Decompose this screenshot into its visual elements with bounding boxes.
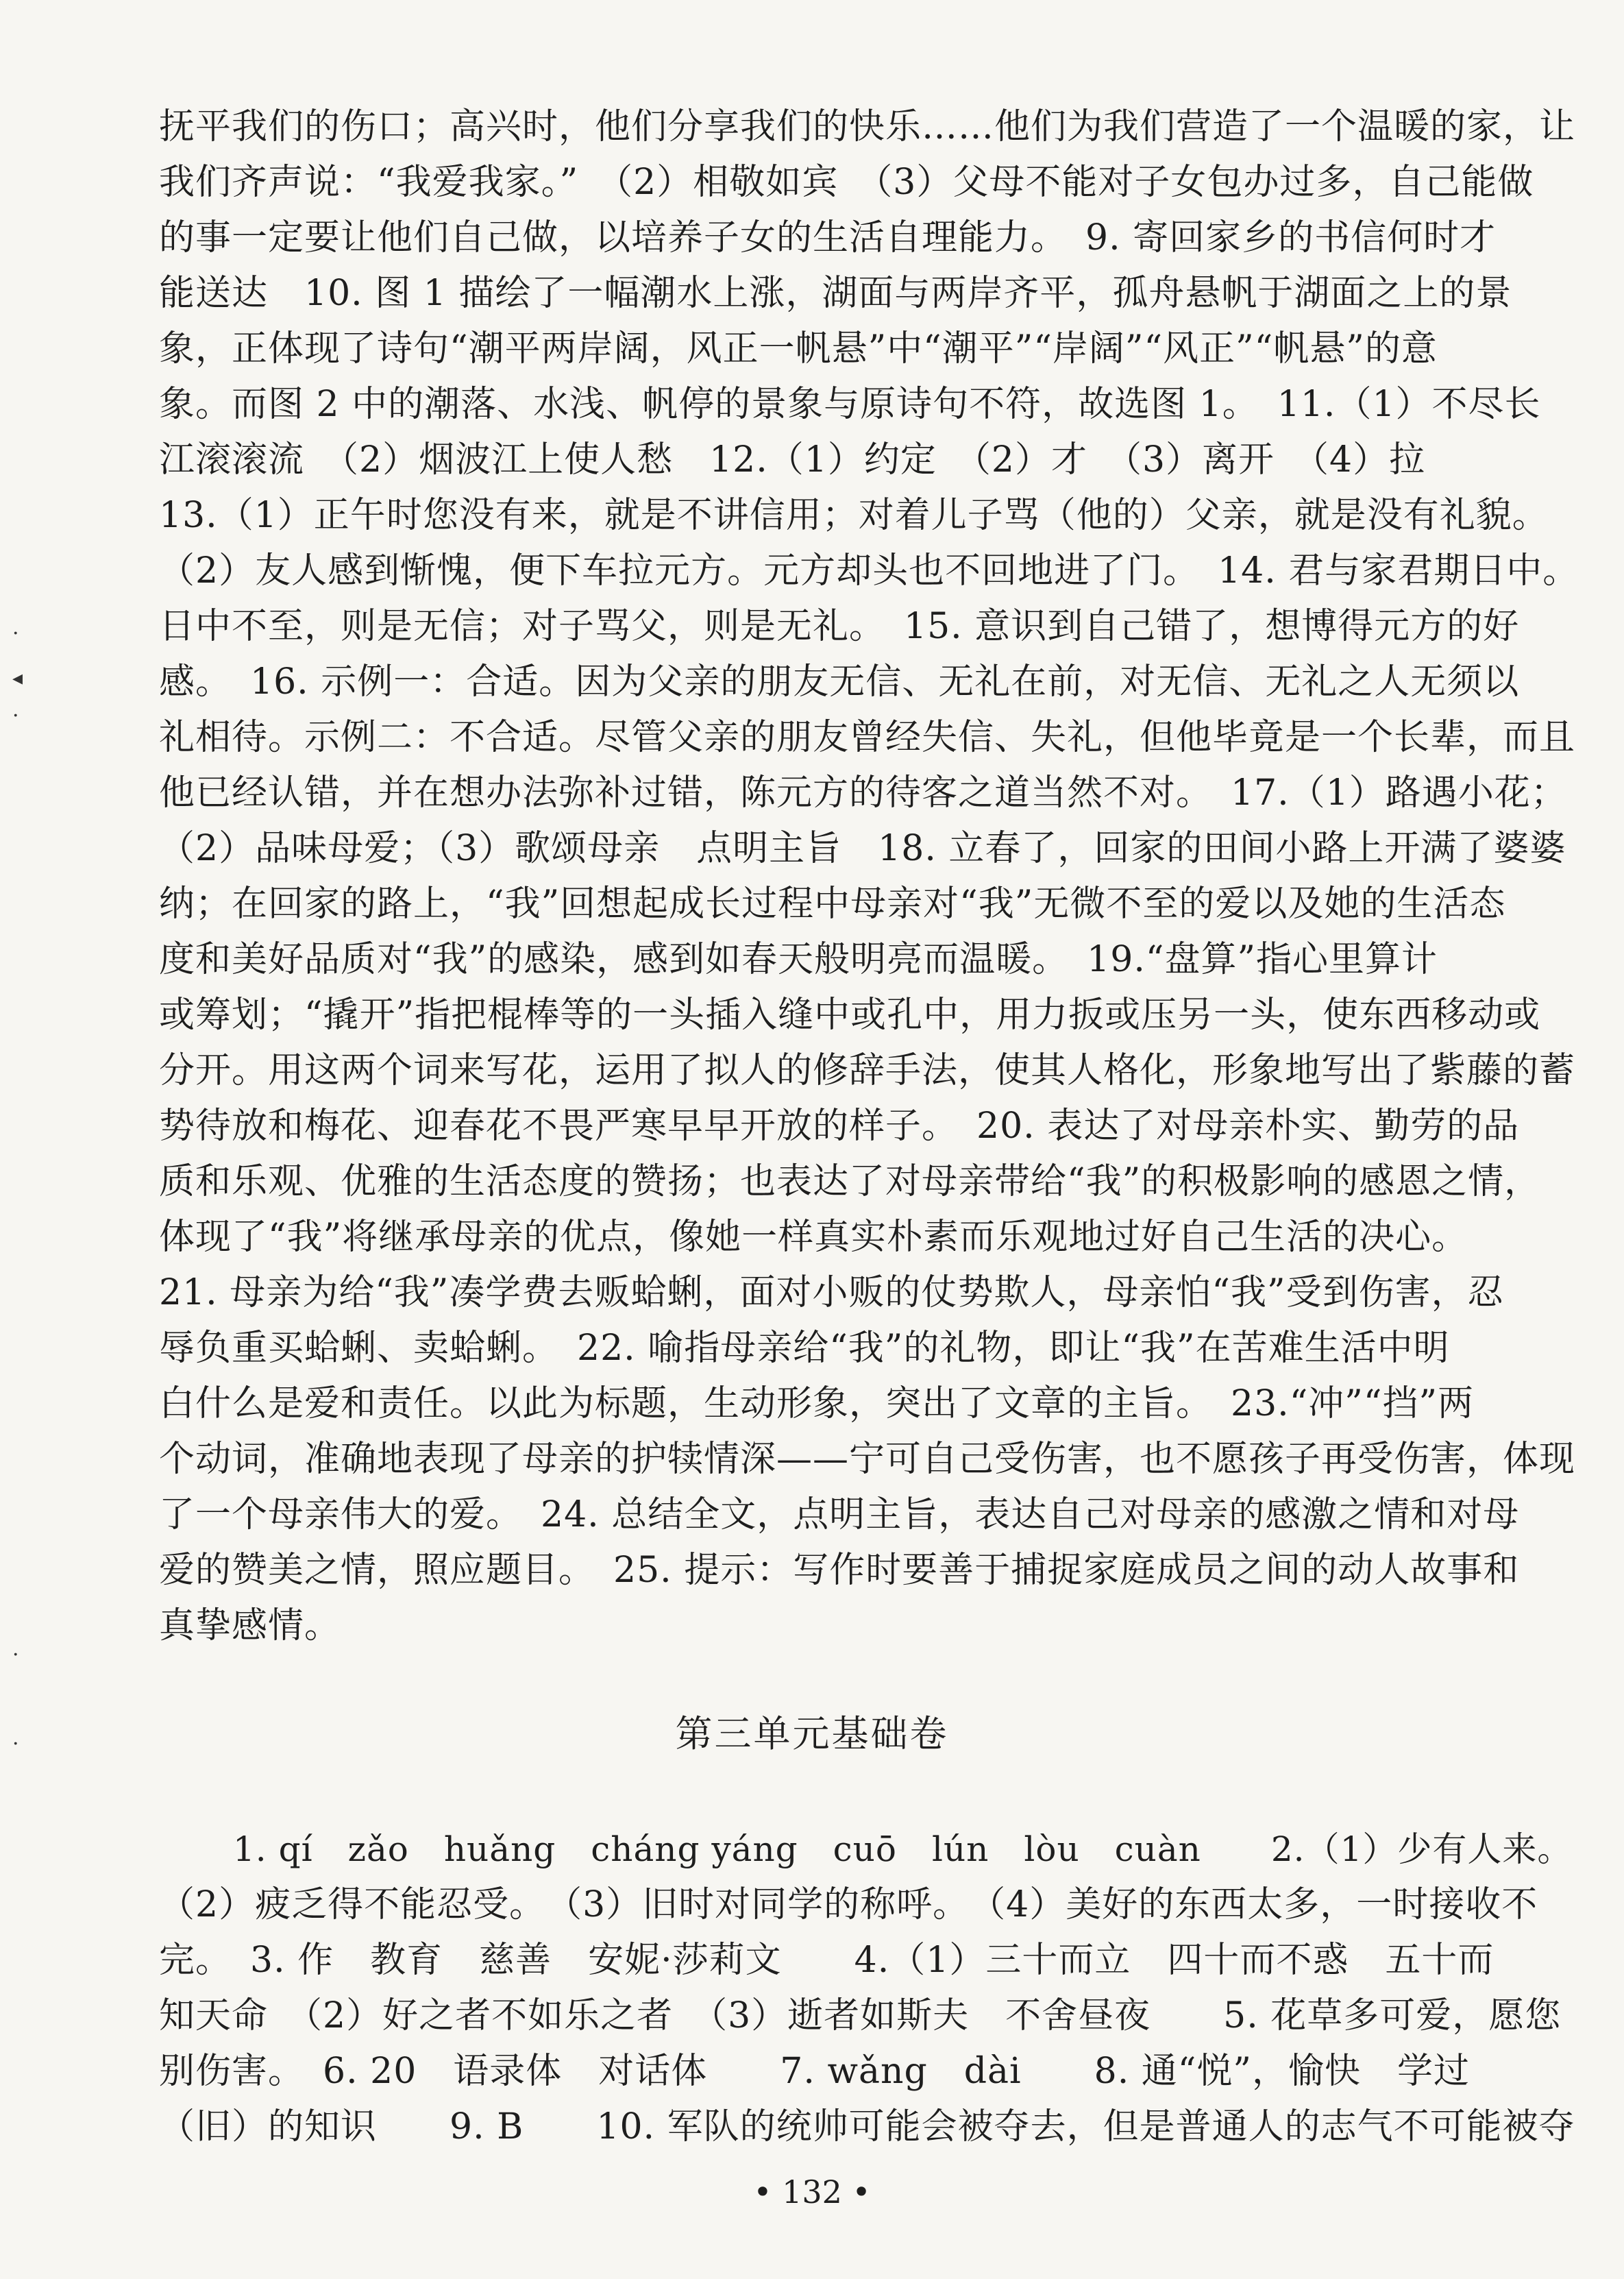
section-text-line: 知天命 （2）好之者不如乐之者 （3）逝者如斯夫 不舍昼夜 5. 花草多可爱，愿您 xyxy=(159,1995,1562,2036)
text-line: 个动词，准确地表现了母亲的护犊情深——宁可自己受伤害，也不愿孩子再受伤害，体现 xyxy=(159,1439,1576,1480)
text-line: 纳；在回家的路上，“我”回想起成长过程中母亲对“我”无微不至的爱以及她的生活态 xyxy=(159,883,1506,925)
text-line: 体现了“我”将继承母亲的优点，像她一样真实朴素而乐观地过好自己生活的决心。 xyxy=(159,1217,1468,1258)
text-line: 分开。用这两个词来写花，运用了拟人的修辞手法，使其人格化，形象地写出了紫藤的蓄 xyxy=(159,1050,1576,1091)
text-line: 真挚感情。 xyxy=(159,1605,341,1646)
text-line: 礼相待。示例二：不合适。尽管父亲的朋友曾经失信、失礼，但他毕竟是一个长辈，而且 xyxy=(159,717,1576,758)
text-line: 了一个母亲伟大的爱。 24. 总结全文，点明主旨，表达自己对母亲的感激之情和对母 xyxy=(159,1494,1520,1535)
text-line: 21. 母亲为给“我”凑学费去贩蛤蜊，面对小贩的仗势欺人，母亲怕“我”受到伤害，忍 xyxy=(159,1272,1504,1313)
section-text-line: 别伤害。 6. 20 语录体 对话体 7. wǎng dài 8. 通“悦”，愉快 学过 xyxy=(159,2051,1470,2092)
text-line: 日中不至，则是无信；对子骂父，则是无礼。 15. 意识到自己错了，想博得元方的好 xyxy=(159,606,1520,647)
text-line: 能送达 10. 图 1 描绘了一幅潮水上涨，湖面与两岸齐平，孤舟悬帆于湖面之上的景 xyxy=(159,273,1512,314)
text-line: 爱的赞美之情，照应题目。 25. 提示：写作时要善于捕捉家庭成员之间的动人故事和 xyxy=(159,1550,1520,1591)
text-line: 象，正体现了诗句“潮平两岸阔，风正一帆悬”中“潮平”“岸阔”“风正”“帆悬”的意 xyxy=(159,328,1438,369)
section-text-line: 完。 3. 作 教育 慈善 安妮·莎莉文 4.（1）三十而立 四十而不惑 五十而 xyxy=(159,1940,1494,1981)
text-line: 势待放和梅花、迎春花不畏严寒早早开放的样子。 20. 表达了对母亲朴实、勤劳的品 xyxy=(159,1106,1520,1147)
text-line: 质和乐观、优雅的生活态度的赞扬；也表达了对母亲带给“我”的积极影响的感恩之情， xyxy=(159,1161,1541,1202)
text-line: 度和美好品质对“我”的感染，感到如春天般明亮而温暖。 19.“盘算”指心里算计 xyxy=(159,939,1438,980)
margin-dot: · xyxy=(12,1643,19,1667)
section-text-line: （2）疲乏得不能忍受。 （3）旧时对同学的称呼。 （4）美好的东西太多，一时接收不 xyxy=(159,1884,1538,1925)
section-text-line: （旧）的知识 9. B 10. 军队的统帅可能会被夺去，但是普通人的志气不可能被夺 xyxy=(159,2106,1575,2147)
text-line: 他已经认错，并在想办法弥补过错，陈元方的待客之道当然不对。 17.（1）路遇小花； xyxy=(159,772,1567,814)
text-line: （2）品味母爱；（3）歌颂母亲 点明主旨 18. 立春了，回家的田间小路上开满了婆婆 xyxy=(159,828,1566,869)
text-line: 象。而图 2 中的潮落、水浅、帆停的景象与原诗句不符，故选图 1。 11.（1）不尽长 xyxy=(159,384,1541,425)
text-line: 或筹划；“撬开”指把棍棒等的一头插入缝中或孔中，用力扳或压另一头，使东西移动或 xyxy=(159,995,1541,1036)
section-title: 第三单元基础卷 xyxy=(675,1712,949,1755)
margin-dot: ◂ xyxy=(12,666,23,690)
margin-dot: · xyxy=(12,704,19,728)
text-line: 感。 16. 示例一：合适。因为父亲的朋友无信、无礼在前，对无信、无礼之人无须以 xyxy=(159,661,1520,703)
page-number: • 132 • xyxy=(753,2173,871,2210)
text-line: 的事一定要让他们自己做，以培养子女的生活自理能力。 9. 寄回家乡的书信何时才 xyxy=(159,217,1497,258)
text-line: 抚平我们的伤口；高兴时，他们分享我们的快乐……他们为我们营造了一个温暖的家，让 xyxy=(159,106,1576,147)
text-line: 江滚滚流 （2）烟波江上使人愁 12.（1）约定 （2）才 （3）离开 （4）拉 xyxy=(159,439,1426,480)
margin-dot: · xyxy=(12,1732,19,1756)
text-line: 13.（1）正午时您没有来，就是不讲信用；对着儿子骂（他的）父亲，就是没有礼貌。 xyxy=(159,495,1549,536)
text-line: （2）友人感到惭愧，便下车拉元方。元方却头也不回地进了门。 14. 君与家君期日中。 xyxy=(159,550,1579,592)
text-line: 辱负重买蛤蜊、卖蛤蜊。 22. 喻指母亲给“我”的礼物，即让“我”在苦难生活中明 xyxy=(159,1328,1450,1369)
section-text-line: 1. qí zǎo huǎng cháng yáng cuō lún lòu cuàn 2.（1）少有人来。 xyxy=(233,1829,1573,1869)
margin-dot: · xyxy=(12,622,19,646)
text-line: 白什么是爱和责任。以此为标题，生动形象，突出了文章的主旨。 23.“冲”“挡”两 xyxy=(159,1383,1475,1424)
text-line: 我们齐声说：“我爱我家。” （2）相敬如宾 （3）父母不能对子女包办过多，自己能做 xyxy=(159,162,1534,203)
